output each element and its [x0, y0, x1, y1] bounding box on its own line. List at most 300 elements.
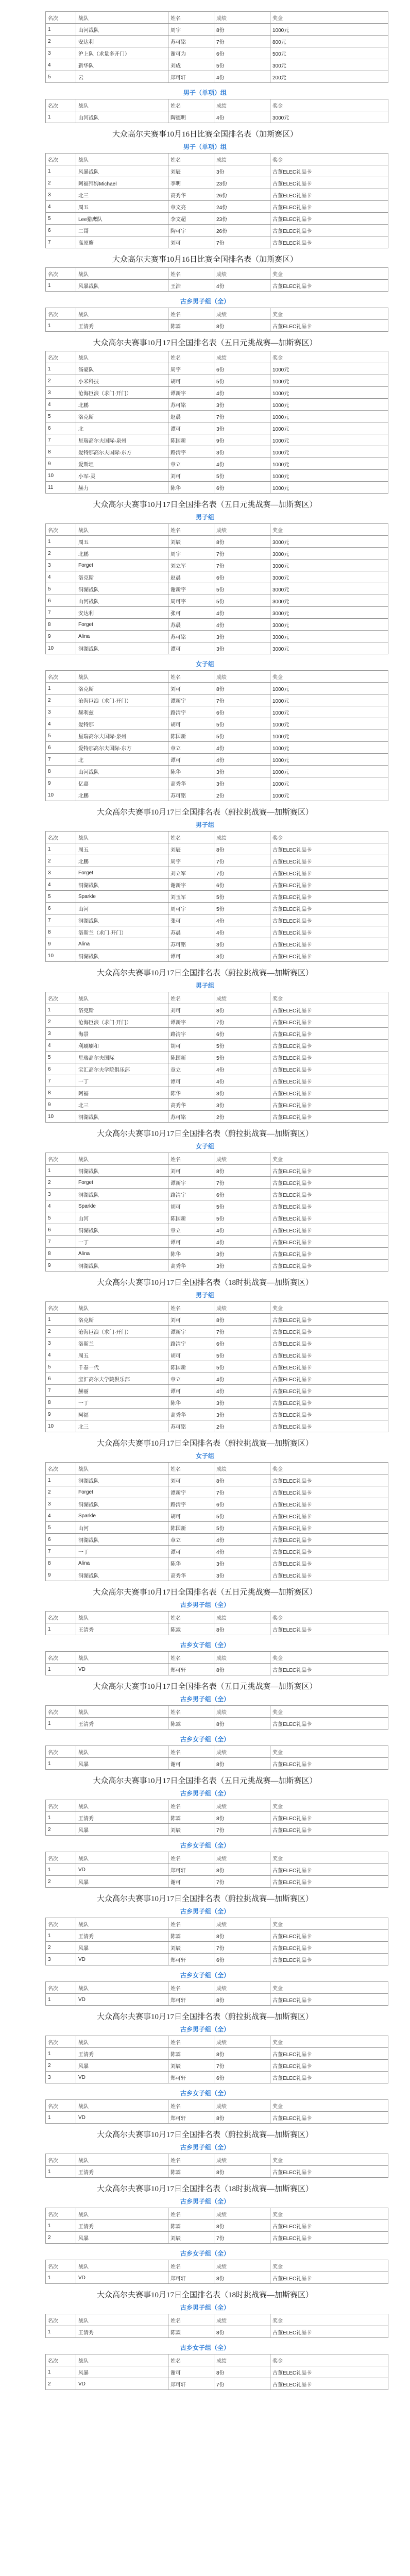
cell-name: 苏可铭: [168, 399, 214, 411]
cell-name: 谢可: [168, 2366, 214, 2378]
cell-team: Sparkle: [76, 891, 168, 903]
cell-score: 8份: [214, 843, 270, 855]
header-prize: 奖金: [270, 1918, 388, 1930]
cell-prize: 古董ELEC礼品卡: [270, 1200, 388, 1212]
cell-team: 阿福拜姆Michael: [76, 177, 168, 189]
cell-prize: 古董ELEC礼品卡: [270, 1087, 388, 1099]
cell-prize: 古董ELEC礼品卡: [270, 1040, 388, 1052]
cell-rank: 3: [46, 47, 76, 59]
cell-rank: 1: [46, 1758, 76, 1770]
table-header-row: [46, 1918, 388, 1930]
cell-prize: 古董ELEC礼品卡: [270, 1177, 388, 1189]
cell-rank: 1: [46, 2048, 76, 2060]
header-prize: 奖金: [270, 1652, 388, 1664]
cell-score: 3份: [214, 766, 270, 777]
cell-team: 山河战队: [76, 24, 168, 36]
cell-prize: 1000元: [270, 446, 388, 458]
cell-prize: 1000元: [270, 387, 388, 399]
table-header-row: [46, 1800, 388, 1812]
header-name: 姓名: [168, 1153, 214, 1165]
cell-rank: 4: [46, 59, 76, 71]
cell-rank: 3: [46, 1337, 76, 1349]
header-name: 姓名: [168, 992, 214, 1004]
cell-rank: 3: [46, 387, 76, 399]
cell-rank: 5: [46, 1522, 76, 1534]
table-row: [46, 1876, 388, 1888]
table-row: [46, 2166, 388, 2178]
cell-team: 王清秀: [76, 2166, 168, 2178]
header-team: 战队: [76, 351, 168, 363]
cell-name: 谭新宇: [168, 1486, 214, 1498]
table-row: [46, 2060, 388, 2072]
cell-rank: 4: [46, 1510, 76, 1522]
cell-prize: 1000元: [270, 777, 388, 789]
cell-rank: 2: [46, 375, 76, 387]
group-label: 古乡男子组（全）: [180, 298, 230, 305]
table-row: [46, 71, 388, 83]
cell-score: 3份: [214, 1569, 270, 1581]
header-name: 姓名: [168, 99, 214, 111]
cell-name: 赵晨: [168, 571, 214, 583]
cell-prize: 古董ELEC礼品卡: [270, 1236, 388, 1248]
group-label: 古乡女子组（全）: [180, 2090, 230, 2097]
cell-team: 洞湖战队: [76, 914, 168, 926]
results-table: [45, 1153, 388, 1272]
header-prize: 奖金: [270, 992, 388, 1004]
table-header-row: [46, 1153, 388, 1165]
cell-rank: 1: [46, 1314, 76, 1326]
cell-team: VD: [76, 1954, 168, 1965]
cell-rank: 7: [46, 434, 76, 446]
table-row: [46, 2112, 388, 2124]
header-rank: 名次: [46, 2314, 76, 2326]
cell-team: 一丁: [76, 1397, 168, 1409]
cell-prize: 古董ELEC礼品卡: [270, 2112, 388, 2124]
cell-team: 山河战队: [76, 766, 168, 777]
cell-prize: 古董ELEC礼品卡: [270, 1475, 388, 1486]
group-label: 古乡女子组（全）: [180, 2344, 230, 2351]
table-row: [46, 718, 388, 730]
header-prize: 奖金: [270, 2208, 388, 2220]
cell-name: 陈华: [168, 482, 214, 494]
cell-rank: 5: [46, 730, 76, 742]
cell-team: 山河: [76, 1522, 168, 1534]
cell-name: 张可: [168, 914, 214, 926]
cell-rank: 3: [46, 1954, 76, 1965]
header-score: 成绩: [214, 1463, 270, 1475]
results-table: [45, 267, 388, 292]
cell-team: 洞湖战队: [76, 642, 168, 654]
cell-name: 刘立军: [168, 560, 214, 571]
results-section: [45, 2089, 365, 2124]
cell-team: 汤豪队: [76, 363, 168, 375]
cell-name: 刘辰: [168, 165, 214, 177]
cell-team: 阿福: [76, 1409, 168, 1420]
cell-score: 7份: [214, 855, 270, 867]
cell-name: 刘辰: [168, 536, 214, 548]
cell-score: 8份: [214, 1994, 270, 2006]
cell-prize: 古董ELEC礼品卡: [270, 201, 388, 213]
cell-prize: 古董ELEC礼品卡: [270, 1349, 388, 1361]
table-row: [46, 843, 388, 855]
cell-rank: 2: [46, 2060, 76, 2072]
cell-team: 王清秀: [76, 2220, 168, 2232]
cell-prize: 古董ELEC礼品卡: [270, 1028, 388, 1040]
cell-name: 路清宇: [168, 706, 214, 718]
table-row: [46, 177, 388, 189]
table-row: [46, 1397, 388, 1409]
table-row: [46, 24, 388, 36]
cell-rank: 1: [46, 2366, 76, 2378]
cell-score: 3份: [214, 399, 270, 411]
cell-prize: 1000元: [270, 375, 388, 387]
cell-name: 郑可轩: [168, 2112, 214, 2124]
cell-score: 7份: [214, 2060, 270, 2072]
cell-prize: 古董ELEC礼品卡: [270, 1498, 388, 1510]
header-prize: 奖金: [270, 1706, 388, 1718]
cell-team: Alina: [76, 1248, 168, 1260]
cell-score: 3份: [214, 950, 270, 962]
cell-prize: 古董ELEC礼品卡: [270, 1052, 388, 1063]
cell-rank: 3: [46, 1028, 76, 1040]
table-row: [46, 560, 388, 571]
cell-score: 2份: [214, 1420, 270, 1432]
header-score: 成绩: [214, 99, 270, 111]
results-table: [45, 992, 388, 1123]
table-row: [46, 1052, 388, 1063]
cell-score: 7份: [214, 1876, 270, 1888]
cell-rank: 5: [46, 1212, 76, 1224]
cell-score: 4份: [214, 1373, 270, 1385]
table-row: [46, 2232, 388, 2244]
results-section: [45, 1735, 365, 1770]
header-team: 战队: [76, 1746, 168, 1758]
results-section: [45, 1277, 365, 1432]
cell-prize: 古董ELEC礼品卡: [270, 280, 388, 292]
cell-team: 沧海巨浪（求门·开门）: [76, 1016, 168, 1028]
table-row: [46, 165, 388, 177]
cell-rank: 1: [46, 843, 76, 855]
cell-prize: 3000元: [270, 631, 388, 642]
table-row: [46, 1349, 388, 1361]
cell-team: 风暴: [76, 1758, 168, 1770]
cell-team: 海景: [76, 1028, 168, 1040]
cell-rank: 5: [46, 1361, 76, 1373]
cell-name: 高秀华: [168, 1260, 214, 1272]
cell-name: 李明: [168, 177, 214, 189]
group-label: 古乡男子组（全）: [180, 2198, 230, 2205]
cell-score: 4份: [214, 1075, 270, 1087]
table-row: [46, 1028, 388, 1040]
header-team: 战队: [76, 832, 168, 843]
table-row: [46, 59, 388, 71]
cell-prize: 古董ELEC礼品卡: [270, 1546, 388, 1557]
table-row: [46, 434, 388, 446]
cell-prize: 300元: [270, 59, 388, 71]
table-row: [46, 607, 388, 619]
cell-prize: 3000元: [270, 619, 388, 631]
cell-rank: 5: [46, 411, 76, 422]
header-score: 成绩: [214, 2100, 270, 2112]
cell-score: 5份: [214, 1212, 270, 1224]
table-row: [46, 642, 388, 654]
cell-team: VD: [76, 2378, 168, 2390]
cell-name: 谭可: [168, 642, 214, 654]
results-document: [45, 0, 365, 2390]
header-name: 姓名: [168, 1302, 214, 1314]
cell-rank: 5: [46, 1052, 76, 1063]
cell-team: Forget: [76, 619, 168, 631]
cell-score: 4份: [214, 914, 270, 926]
results-section: [45, 337, 365, 494]
cell-team: 洛斯兰: [76, 1337, 168, 1349]
cell-team: 爱特那高尔夫国际-东方: [76, 742, 168, 754]
cell-team: 洞湖战队: [76, 1569, 168, 1581]
results-table: [45, 308, 388, 332]
cell-name: 郑可轩: [168, 71, 214, 83]
cell-rank: 1: [46, 24, 76, 36]
header-rank: 名次: [46, 308, 76, 320]
cell-prize: 1000元: [270, 766, 388, 777]
cell-team: 洞湖战队: [76, 1189, 168, 1200]
results-section: [45, 297, 365, 332]
table-row: [46, 2326, 388, 2338]
cell-rank: 9: [46, 1099, 76, 1111]
cell-rank: 3: [46, 867, 76, 879]
cell-rank: 4: [46, 399, 76, 411]
header-score: 成绩: [214, 1746, 270, 1758]
cell-team: 宝汇高尔夫学院俱乐部: [76, 1063, 168, 1075]
header-team: 战队: [76, 99, 168, 111]
cell-score: 7份: [214, 1942, 270, 1954]
cell-rank: 5: [46, 213, 76, 225]
cell-team: 北三: [76, 189, 168, 201]
group-label: 古乡男子组（全）: [180, 2026, 230, 2033]
cell-prize: 800元: [270, 36, 388, 47]
header-score: 成绩: [214, 992, 270, 1004]
group-label: 男子组: [195, 982, 214, 989]
cell-rank: 8: [46, 1248, 76, 1260]
header-team: 战队: [76, 2154, 168, 2166]
header-score: 成绩: [214, 351, 270, 363]
header-rank: 名次: [46, 2100, 76, 2112]
section-title: 大众高尔夫赛事10月16日比赛全国排名表（加斯赛区）: [112, 256, 298, 264]
header-prize: 奖金: [270, 1800, 388, 1812]
table-row: [46, 1373, 388, 1385]
header-team: 战队: [76, 1302, 168, 1314]
cell-prize: 古董ELEC礼品卡: [270, 867, 388, 879]
cell-name: 郑可轩: [168, 2072, 214, 2083]
header-team: 战队: [76, 1982, 168, 1994]
cell-score: 26份: [214, 225, 270, 236]
cell-prize: 古董ELEC礼品卡: [270, 189, 388, 201]
cell-team: 洞湖战队: [76, 1165, 168, 1177]
table-row: [46, 1409, 388, 1420]
header-prize: 奖金: [270, 1463, 388, 1475]
header-name: 姓名: [168, 308, 214, 320]
results-section: [45, 1841, 365, 1888]
table-row: [46, 2048, 388, 2060]
cell-team: 新华队: [76, 59, 168, 71]
cell-prize: 3000元: [270, 548, 388, 560]
results-section: [45, 253, 365, 292]
cell-rank: 4: [46, 1349, 76, 1361]
cell-name: 陈霖: [168, 1718, 214, 1730]
cell-score: 4份: [214, 1236, 270, 1248]
cell-team: 山河: [76, 903, 168, 914]
cell-rank: 2: [46, 1824, 76, 1836]
cell-score: 4份: [214, 387, 270, 399]
cell-team: 北: [76, 422, 168, 434]
header-rank: 名次: [46, 671, 76, 683]
header-name: 姓名: [168, 832, 214, 843]
table-header-row: [46, 1852, 388, 1864]
cell-score: 23份: [214, 177, 270, 189]
header-score: 成绩: [214, 1302, 270, 1314]
cell-team: 爱特那高尔夫国际-东方: [76, 446, 168, 458]
table-row: [46, 411, 388, 422]
header-prize: 奖金: [270, 671, 388, 683]
cell-prize: 古董ELEC礼品卡: [270, 2378, 388, 2390]
cell-name: 陈霖: [168, 2048, 214, 2060]
cell-rank: 1: [46, 1718, 76, 1730]
cell-prize: 3000元: [270, 560, 388, 571]
cell-score: 6份: [214, 1498, 270, 1510]
cell-team: 山河: [76, 1212, 168, 1224]
header-prize: 奖金: [270, 1153, 388, 1165]
table-row: [46, 1177, 388, 1189]
cell-rank: 2: [46, 1486, 76, 1498]
header-name: 姓名: [168, 1652, 214, 1664]
header-team: 战队: [76, 671, 168, 683]
table-header-row: [46, 1302, 388, 1314]
cell-prize: 500元: [270, 47, 388, 59]
cell-score: 7份: [214, 236, 270, 248]
cell-prize: 古董ELEC礼品卡: [270, 1314, 388, 1326]
cell-name: 谭可: [168, 1385, 214, 1397]
results-table: [45, 670, 388, 801]
table-row: [46, 1224, 388, 1236]
table-row: [46, 1165, 388, 1177]
cell-prize: 古董ELEC礼品卡: [270, 879, 388, 891]
cell-score: 5份: [214, 1522, 270, 1534]
table-row: [46, 754, 388, 766]
table-header-row: [46, 2154, 388, 2166]
cell-prize: 古董ELEC礼品卡: [270, 1063, 388, 1075]
cell-team: 北鹏: [76, 855, 168, 867]
cell-name: 谭可: [168, 950, 214, 962]
table-row: [46, 1075, 388, 1087]
results-table: [45, 2260, 388, 2284]
section-title: 大众高尔夫赛事10月16日比赛全国排名表（加斯赛区）: [112, 130, 298, 139]
cell-name: 陈霖: [168, 1812, 214, 1824]
cell-team: 阿福: [76, 1087, 168, 1099]
cell-rank: 10: [46, 1111, 76, 1123]
cell-team: 王清秀: [76, 2048, 168, 2060]
table-row: [46, 1040, 388, 1052]
results-table: [45, 11, 388, 83]
table-row: [46, 1420, 388, 1432]
cell-name: 谭可: [168, 754, 214, 766]
header-name: 姓名: [168, 524, 214, 536]
cell-prize: 古董ELEC礼品卡: [270, 855, 388, 867]
table-header-row: [46, 1652, 388, 1664]
cell-team: 北鹏: [76, 548, 168, 560]
cell-score: 8份: [214, 2048, 270, 2060]
header-name: 姓名: [168, 1852, 214, 1864]
results-table: [45, 351, 388, 494]
header-team: 战队: [76, 1918, 168, 1930]
group-label: 男子（单项）组: [183, 89, 227, 96]
results-section: [45, 1437, 365, 1581]
cell-name: 刘辰: [168, 1942, 214, 1954]
cell-prize: 古董ELEC礼品卡: [270, 1824, 388, 1836]
group-label: 古乡男子组（全）: [180, 1790, 230, 1797]
cell-team: 北: [76, 754, 168, 766]
cell-prize: 古董ELEC礼品卡: [270, 1409, 388, 1420]
cell-name: 谭可: [168, 1075, 214, 1087]
header-name: 姓名: [168, 1612, 214, 1623]
table-row: [46, 387, 388, 399]
table-header-row: [46, 154, 388, 165]
cell-rank: 7: [46, 1075, 76, 1087]
header-prize: 奖金: [270, 154, 388, 165]
cell-name: 苏可铭: [168, 789, 214, 801]
cell-score: 3份: [214, 1099, 270, 1111]
cell-name: 谭新宇: [168, 1326, 214, 1337]
cell-rank: 6: [46, 1373, 76, 1385]
results-table: [45, 1651, 388, 1675]
group-label: 古乡女子组（全）: [180, 1842, 230, 1849]
cell-prize: 1000元: [270, 730, 388, 742]
cell-prize: 古董ELEC礼品卡: [270, 1397, 388, 1409]
group-label: 男子组: [195, 514, 214, 521]
cell-prize: 古董ELEC礼品卡: [270, 320, 388, 332]
cell-name: 高秀华: [168, 1409, 214, 1420]
table-row: [46, 1212, 388, 1224]
cell-team: 洞湖战队: [76, 879, 168, 891]
cell-prize: 古董ELEC礼品卡: [270, 2220, 388, 2232]
header-rank: 名次: [46, 1982, 76, 1994]
header-name: 姓名: [168, 12, 214, 24]
cell-name: 陈华: [168, 1557, 214, 1569]
cell-team: 高原鹰: [76, 236, 168, 248]
section-title: 大众高尔夫赛事10月17日全国排名表（蔚拉挑战赛—加斯赛区）: [96, 1439, 313, 1448]
cell-score: 7份: [214, 867, 270, 879]
header-team: 战队: [76, 2036, 168, 2048]
cell-team: 星瑞高尔夫国际: [76, 1052, 168, 1063]
cell-score: 5份: [214, 595, 270, 607]
cell-team: 宝汇高尔夫学院俱乐部: [76, 1373, 168, 1385]
cell-prize: 1000元: [270, 434, 388, 446]
table-row: [46, 1200, 388, 1212]
header-score: 成绩: [214, 1852, 270, 1864]
cell-rank: 2: [46, 1177, 76, 1189]
cell-rank: 7: [46, 914, 76, 926]
header-name: 姓名: [168, 2036, 214, 2048]
cell-score: 4份: [214, 1224, 270, 1236]
cell-score: 3份: [214, 446, 270, 458]
cell-prize: 古董ELEC礼品卡: [270, 1664, 388, 1675]
header-name: 姓名: [168, 2314, 214, 2326]
table-row: [46, 1623, 388, 1635]
header-team: 战队: [76, 1800, 168, 1812]
group-label: 古乡女子组（全）: [180, 1972, 230, 1979]
cell-score: 8份: [214, 1930, 270, 1942]
results-section: [45, 1128, 365, 1272]
cell-team: Sparkle: [76, 1200, 168, 1212]
header-name: 姓名: [168, 2208, 214, 2220]
